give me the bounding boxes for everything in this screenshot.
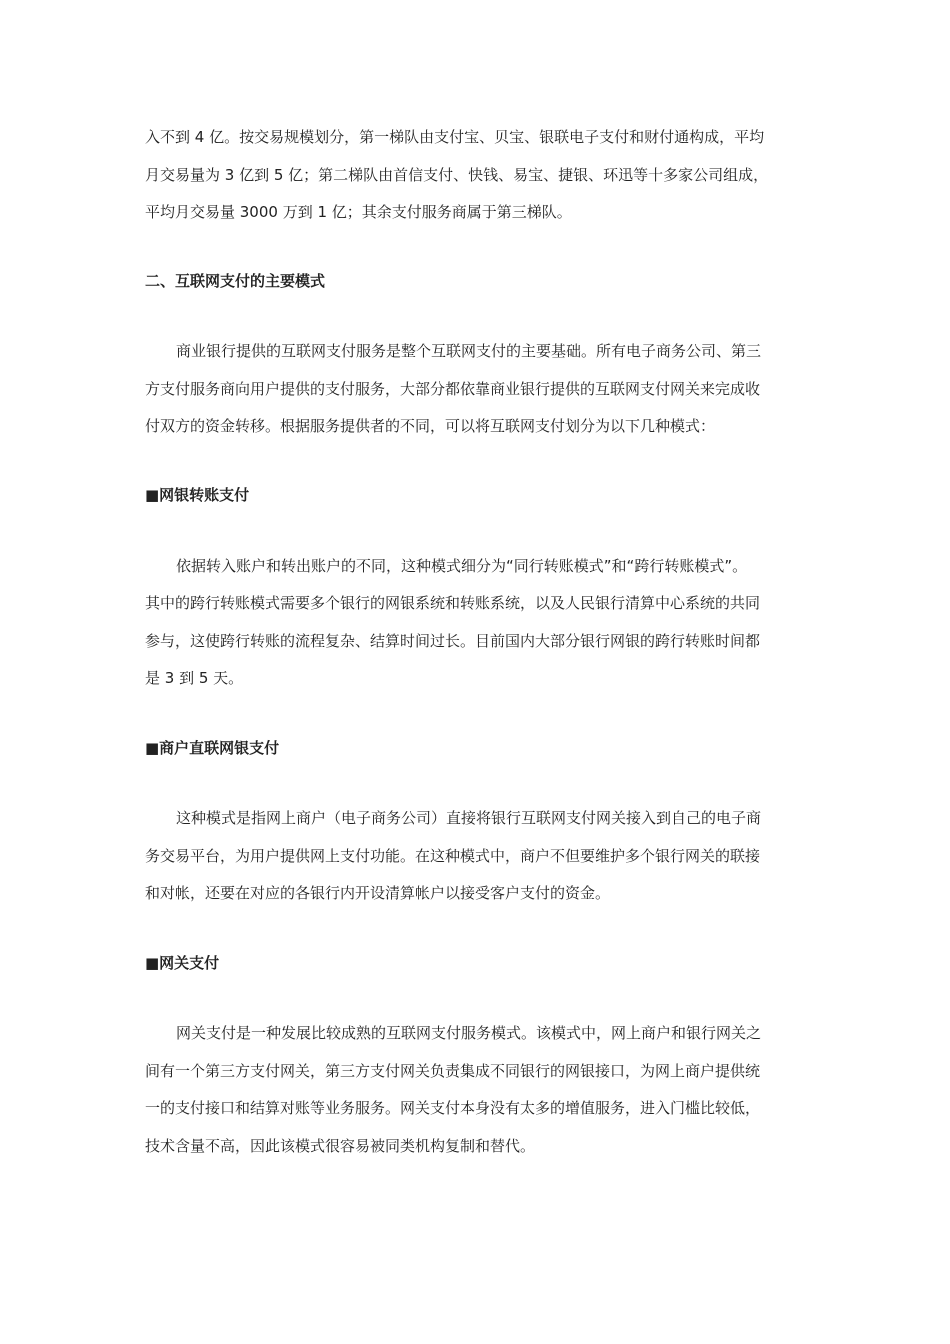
paragraph-line: 这种模式是指网上商户（电子商务公司）直接将银行互联网支付网关接入到自己的电子商	[176, 809, 762, 827]
paragraph-line: 一的支付接口和结算对账等业务服务。网关支付本身没有太多的增值服务，进入门槛比较低，	[145, 1099, 761, 1117]
paragraph-line: 依据转入账户和转出账户的不同，这种模式细分为“同行转账模式”和“跨行转账模式”。	[176, 557, 748, 575]
paragraph-line: 月交易量为 3 亿到 5 亿；第二梯队由首信支付、快钱、易宝、捷银、环迅等十多家公司组成，	[145, 166, 769, 184]
paragraph-line: 商业银行提供的互联网支付服务是整个互联网支付的主要基础。所有电子商务公司、第三	[176, 342, 762, 360]
paragraph-line: 入不到 4 亿。按交易规模划分，第一梯队由支付宝、贝宝、银联电子支付和财付通构成，平均	[145, 128, 765, 146]
paragraph-line: 间有一个第三方支付网关，第三方支付网关负责集成不同银行的网银接口，为网上商户提供统	[145, 1062, 761, 1080]
paragraph-line: 方支付服务商向用户提供的支付服务，大部分都依靠商业银行提供的互联网支付网关来完成收	[145, 380, 761, 398]
paragraph-line: 是 3 到 5 天。	[145, 669, 244, 687]
subsection-heading: ■网银转账支付	[145, 486, 250, 504]
subsection-heading: ■网关支付	[145, 954, 220, 972]
paragraph-line: 参与，这使跨行转账的流程复杂、结算时间过长。目前国内大部分银行网银的跨行转账时间都	[145, 632, 761, 650]
paragraph-line: 网关支付是一种发展比较成熟的互联网支付服务模式。该模式中，网上商户和银行网关之	[176, 1024, 762, 1042]
paragraph-line: 和对帐，还要在对应的各银行内开设清算帐户以接受客户支付的资金。	[145, 884, 611, 902]
paragraph-line: 技术含量不高，因此该模式很容易被同类机构复制和替代。	[145, 1137, 536, 1155]
subsection-heading: ■商户直联网银支付	[145, 739, 280, 757]
paragraph-line: 付双方的资金转移。根据服务提供者的不同，可以将互联网支付划分为以下几种模式：	[145, 417, 716, 435]
section-heading: 二、互联网支付的主要模式	[145, 272, 326, 290]
paragraph-line: 其中的跨行转账模式需要多个银行的网银系统和转账系统，以及人民银行清算中心系统的共同	[145, 594, 761, 612]
paragraph-line: 平均月交易量 3000 万到 1 亿；其余支付服务商属于第三梯队。	[145, 203, 572, 221]
paragraph-line: 务交易平台，为用户提供网上支付功能。在这种模式中，商户不但要维护多个银行网关的联接	[145, 847, 761, 865]
